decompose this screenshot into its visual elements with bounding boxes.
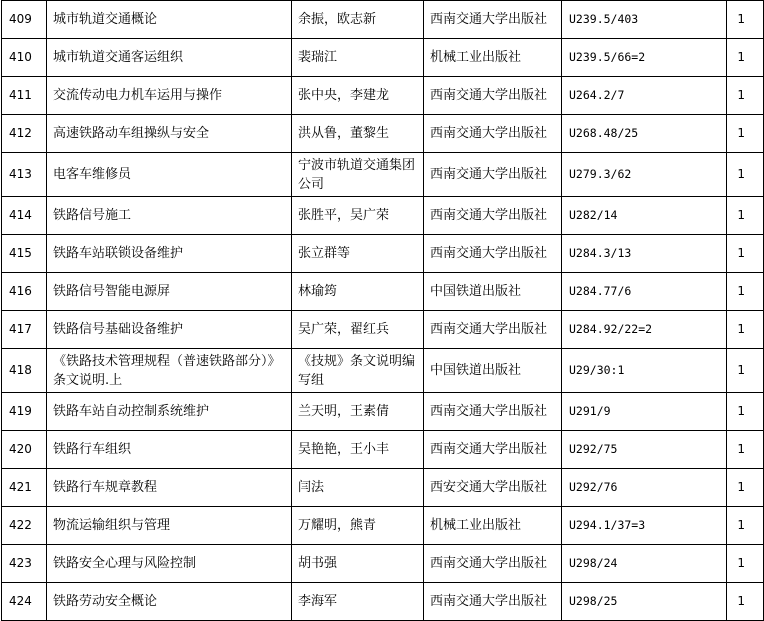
table-row bbox=[2, 311, 764, 349]
book-title: 铁路行车规章教程 bbox=[47, 469, 292, 507]
book-title: 高速铁路动车组操纵与安全 bbox=[47, 115, 292, 153]
book-publisher: 西南交通大学出版社 bbox=[424, 115, 562, 153]
table-row bbox=[2, 507, 764, 545]
call-number: U239.5/66=2 bbox=[562, 39, 727, 77]
row-number: 409 bbox=[2, 1, 47, 39]
copy-count: 1 bbox=[727, 583, 764, 621]
book-title: 《铁路技术管理规程（普速铁路部分）》条文说明.上 bbox=[47, 349, 292, 393]
book-author: 张胜平，吴广荣 bbox=[292, 197, 424, 235]
book-title: 铁路车站自动控制系统维护 bbox=[47, 393, 292, 431]
call-number: U284.3/13 bbox=[562, 235, 727, 273]
call-number: U292/75 bbox=[562, 431, 727, 469]
row-number: 420 bbox=[2, 431, 47, 469]
book-author: 张立群等 bbox=[292, 235, 424, 273]
copy-count: 1 bbox=[727, 77, 764, 115]
row-number: 413 bbox=[2, 153, 47, 197]
book-title: 铁路车站联锁设备维护 bbox=[47, 235, 292, 273]
table-row bbox=[2, 349, 764, 393]
table-row bbox=[2, 235, 764, 273]
table-row bbox=[2, 583, 764, 621]
book-title: 铁路信号基础设备维护 bbox=[47, 311, 292, 349]
copy-count: 1 bbox=[727, 197, 764, 235]
row-number: 422 bbox=[2, 507, 47, 545]
book-title: 城市轨道交通客运组织 bbox=[47, 39, 292, 77]
table-row bbox=[2, 469, 764, 507]
copy-count: 1 bbox=[727, 39, 764, 77]
call-number: U298/25 bbox=[562, 583, 727, 621]
call-number: U284.92/22=2 bbox=[562, 311, 727, 349]
copy-count: 1 bbox=[727, 153, 764, 197]
book-publisher: 西南交通大学出版社 bbox=[424, 393, 562, 431]
call-number: U239.5/403 bbox=[562, 1, 727, 39]
book-publisher: 西南交通大学出版社 bbox=[424, 583, 562, 621]
book-title: 城市轨道交通概论 bbox=[47, 1, 292, 39]
call-number: U291/9 bbox=[562, 393, 727, 431]
book-title: 铁路信号施工 bbox=[47, 197, 292, 235]
copy-count: 1 bbox=[727, 507, 764, 545]
copy-count: 1 bbox=[727, 469, 764, 507]
copy-count: 1 bbox=[727, 349, 764, 393]
book-title: 铁路安全心理与风险控制 bbox=[47, 545, 292, 583]
table-row bbox=[2, 545, 764, 583]
table-row bbox=[2, 77, 764, 115]
call-number: U292/76 bbox=[562, 469, 727, 507]
book-publisher: 西南交通大学出版社 bbox=[424, 545, 562, 583]
book-publisher: 西南交通大学出版社 bbox=[424, 197, 562, 235]
row-number: 418 bbox=[2, 349, 47, 393]
book-title: 铁路劳动安全概论 bbox=[47, 583, 292, 621]
row-number: 412 bbox=[2, 115, 47, 153]
call-number: U264.2/7 bbox=[562, 77, 727, 115]
book-author: 张中央，李建龙 bbox=[292, 77, 424, 115]
call-number: U279.3/62 bbox=[562, 153, 727, 197]
table-row bbox=[2, 115, 764, 153]
book-publisher: 西南交通大学出版社 bbox=[424, 77, 562, 115]
book-title: 铁路行车组织 bbox=[47, 431, 292, 469]
book-author: 裴瑞江 bbox=[292, 39, 424, 77]
book-author: 兰天明，王素倩 bbox=[292, 393, 424, 431]
book-author: 闫法 bbox=[292, 469, 424, 507]
row-number: 411 bbox=[2, 77, 47, 115]
book-publisher: 西南交通大学出版社 bbox=[424, 235, 562, 273]
book-publisher: 中国铁道出版社 bbox=[424, 349, 562, 393]
book-author: 万耀明，熊青 bbox=[292, 507, 424, 545]
book-title: 交流传动电力机车运用与操作 bbox=[47, 77, 292, 115]
row-number: 417 bbox=[2, 311, 47, 349]
row-number: 424 bbox=[2, 583, 47, 621]
table-row bbox=[2, 153, 764, 197]
table-row bbox=[2, 431, 764, 469]
book-author: 洪从鲁，董黎生 bbox=[292, 115, 424, 153]
call-number: U294.1/37=3 bbox=[562, 507, 727, 545]
book-publisher: 机械工业出版社 bbox=[424, 39, 562, 77]
book-author: 宁波市轨道交通集团公司 bbox=[292, 153, 424, 197]
copy-count: 1 bbox=[727, 115, 764, 153]
copy-count: 1 bbox=[727, 311, 764, 349]
copy-count: 1 bbox=[727, 1, 764, 39]
book-author: 余振，欧志新 bbox=[292, 1, 424, 39]
table-row bbox=[2, 39, 764, 77]
book-publisher: 西南交通大学出版社 bbox=[424, 311, 562, 349]
call-number: U282/14 bbox=[562, 197, 727, 235]
book-publisher: 西南交通大学出版社 bbox=[424, 153, 562, 197]
book-publisher: 西安交通大学出版社 bbox=[424, 469, 562, 507]
row-number: 415 bbox=[2, 235, 47, 273]
call-number: U284.77/6 bbox=[562, 273, 727, 311]
book-publisher: 机械工业出版社 bbox=[424, 507, 562, 545]
book-title: 铁路信号智能电源屏 bbox=[47, 273, 292, 311]
table-row bbox=[2, 273, 764, 311]
book-table-body bbox=[2, 1, 764, 621]
book-author: 林瑜筠 bbox=[292, 273, 424, 311]
book-author: 吴艳艳，王小丰 bbox=[292, 431, 424, 469]
book-author: 胡书强 bbox=[292, 545, 424, 583]
table-row bbox=[2, 393, 764, 431]
row-number: 414 bbox=[2, 197, 47, 235]
copy-count: 1 bbox=[727, 393, 764, 431]
row-number: 416 bbox=[2, 273, 47, 311]
book-publisher: 西南交通大学出版社 bbox=[424, 1, 562, 39]
copy-count: 1 bbox=[727, 273, 764, 311]
book-author: 《技规》条文说明编写组 bbox=[292, 349, 424, 393]
copy-count: 1 bbox=[727, 545, 764, 583]
copy-count: 1 bbox=[727, 235, 764, 273]
book-author: 吴广荣，翟红兵 bbox=[292, 311, 424, 349]
book-author: 李海军 bbox=[292, 583, 424, 621]
table-row bbox=[2, 1, 764, 39]
table-row bbox=[2, 197, 764, 235]
row-number: 419 bbox=[2, 393, 47, 431]
book-table bbox=[1, 0, 764, 621]
book-title: 物流运输组织与管理 bbox=[47, 507, 292, 545]
book-publisher: 西南交通大学出版社 bbox=[424, 431, 562, 469]
row-number: 421 bbox=[2, 469, 47, 507]
copy-count: 1 bbox=[727, 431, 764, 469]
row-number: 423 bbox=[2, 545, 47, 583]
call-number: U29/30:1 bbox=[562, 349, 727, 393]
call-number: U268.48/25 bbox=[562, 115, 727, 153]
book-title: 电客车维修员 bbox=[47, 153, 292, 197]
call-number: U298/24 bbox=[562, 545, 727, 583]
row-number: 410 bbox=[2, 39, 47, 77]
book-publisher: 中国铁道出版社 bbox=[424, 273, 562, 311]
